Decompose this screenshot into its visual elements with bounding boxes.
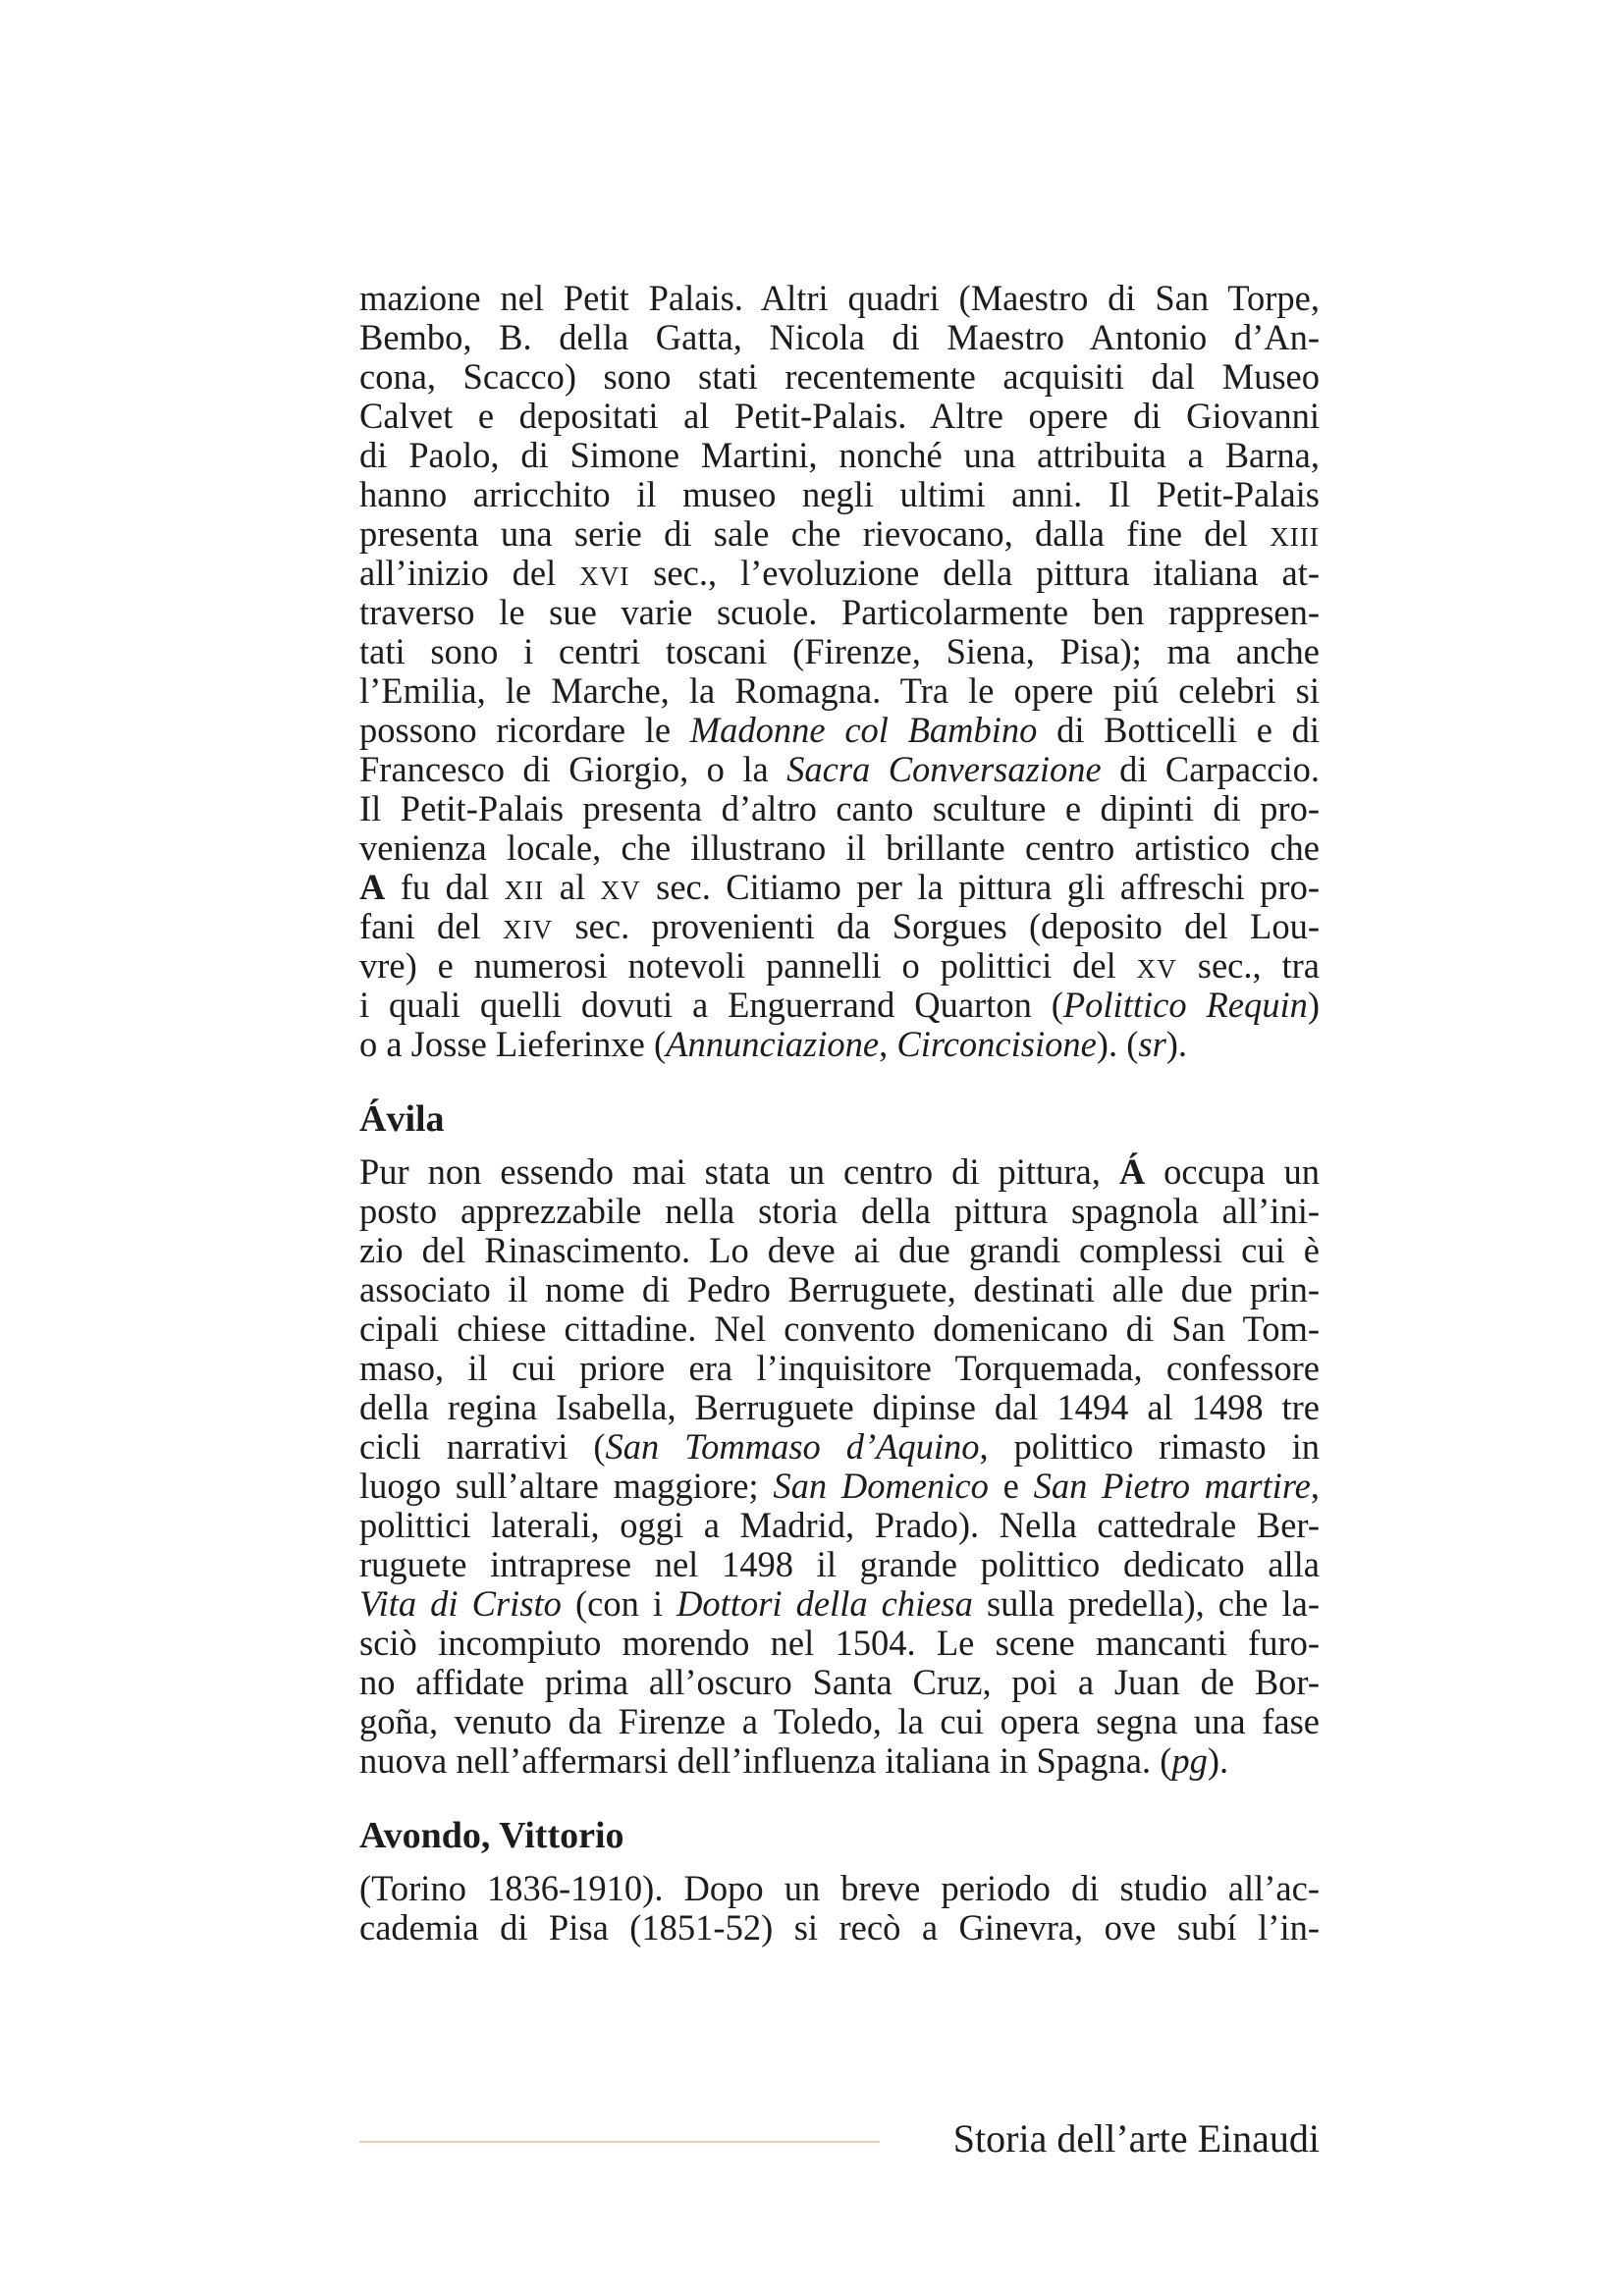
text-line: [359, 1702, 1320, 1741]
entry-heading-avondo: Avondo, Vittorio: [359, 1815, 624, 1856]
text-segment: XVI: [579, 561, 630, 591]
text-segment: Annunciazione: [666, 1024, 880, 1064]
entry-avila: [359, 1152, 1320, 1781]
entry-avignone-continuation: [359, 279, 1320, 1064]
text-segment: Il Petit-Palais presenta d’altro canto sculture e dipinti di pro-: [359, 788, 1320, 828]
text-line: [359, 1309, 1320, 1349]
text-segment: Calvet e depositati al Petit-Palais. Altre opere di Giovanni: [359, 396, 1320, 436]
text-line: [359, 632, 1320, 671]
text-line: [359, 868, 1320, 907]
text-segment: polittici laterali, oggi a Madrid, Prado). Nella cattedrale Ber-: [359, 1505, 1320, 1545]
text-segment: San Pietro martire: [1033, 1466, 1311, 1506]
text-segment: San Tommaso d’Aquino: [605, 1426, 980, 1467]
text-segment: della regina Isabella, Berruguete dipinse dal 1494 al 1498 tre: [359, 1387, 1320, 1427]
text-segment: XIV: [502, 915, 554, 944]
text-segment: (Torino 1836-1910). Dopo un breve periodo di studio all’ac-: [359, 1868, 1320, 1908]
text-segment: sec. provenienti da Sorgues (deposito del Lou-: [553, 906, 1320, 946]
text-segment: i quali quelli dovuti a Enguerrand Quarton (: [359, 985, 1063, 1025]
text-segment: Francesco di Giorgio, o la: [359, 749, 787, 789]
text-line: [359, 1908, 1320, 1948]
text-segment: Vita di Cristo: [359, 1583, 562, 1624]
text-segment: posto apprezzabile nella storia della pittura spagnola all’ini-: [359, 1191, 1320, 1231]
text-segment: ).: [1165, 1024, 1188, 1064]
text-segment: ): [1307, 985, 1320, 1025]
text-segment: Pur non essendo mai stata un centro di pittura,: [359, 1151, 1119, 1192]
text-line: [359, 475, 1320, 514]
text-segment: cademia di Pisa (1851-52) si recò a Ginevra, ove subí l’in-: [359, 1907, 1320, 1948]
text-segment: venienza locale, che illustrano il brillante centro artistico che: [359, 828, 1320, 868]
text-line: [359, 279, 1320, 318]
text-segment: e: [988, 1466, 1034, 1506]
text-line: [359, 1025, 1320, 1064]
text-segment: o a Josse Lieferinxe (: [359, 1024, 667, 1064]
text-segment: di Carpaccio.: [1101, 749, 1320, 789]
text-line: [359, 1388, 1320, 1427]
text-segment: maso, il cui priore era l’inquisitore Torquemada, confessore: [359, 1348, 1320, 1388]
text-segment: pg: [1171, 1740, 1208, 1781]
entry-heading-avila: Ávila: [359, 1098, 445, 1140]
text-segment: , polittico rimasto in: [979, 1426, 1320, 1467]
text-segment: sr: [1138, 1024, 1166, 1064]
text-line: [359, 750, 1320, 789]
text-segment: ruguete intraprese nel 1498 il grande polittico dedicato alla: [359, 1544, 1320, 1584]
text-line: [359, 357, 1320, 397]
text-segment: nuova nell’affermarsi dell’influenza italiana in Spagna. (: [359, 1740, 1172, 1781]
text-segment: l’Emilia, le Marche, la Romagna. Tra le opere piú celebri si: [359, 670, 1320, 711]
text-segment: Dottori della chiesa: [676, 1583, 973, 1624]
text-line: [359, 1584, 1320, 1624]
text-segment: Madonne col Bambino: [689, 710, 1038, 750]
text-segment: Sacra Conversazione: [786, 749, 1102, 789]
text-line: [359, 1869, 1320, 1908]
text-line: [359, 789, 1320, 828]
text-line: [359, 397, 1320, 436]
text-segment: fani del: [359, 906, 503, 946]
text-line: [359, 1152, 1320, 1192]
text-column: [359, 279, 1320, 1948]
text-line: [359, 946, 1320, 986]
text-segment: Circoncisione: [896, 1024, 1097, 1064]
text-segment: XV: [600, 876, 641, 905]
text-segment: fu dal: [385, 867, 505, 907]
text-line: [359, 1349, 1320, 1388]
text-segment: di Paolo, di Simone Martini, nonché una attribuita a Barna,: [359, 435, 1320, 475]
text-segment: all’inizio del: [359, 553, 580, 593]
text-segment: sec. Citiamo per la pittura gli affreschi pro-: [640, 867, 1320, 907]
text-segment: traverso le sue varie scuole. Particolarmente ben rappresen-: [359, 592, 1320, 632]
text-line: [359, 907, 1320, 946]
text-line: [359, 1467, 1320, 1506]
text-line: [359, 1624, 1320, 1663]
text-segment: XIII: [1270, 522, 1320, 552]
text-line: [359, 593, 1320, 632]
text-line: [359, 318, 1320, 357]
text-segment: presenta una serie di sale che rievocano, dalla fine del: [359, 513, 1271, 554]
text-segment: cicli narrativi (: [359, 1426, 606, 1467]
text-line: [359, 1506, 1320, 1545]
text-line: [359, 1192, 1320, 1231]
text-segment: goña, venuto da Firenze a Toledo, la cui opera segna una fase: [359, 1701, 1320, 1741]
text-segment: sec., tra: [1176, 945, 1320, 986]
text-segment: ). (: [1096, 1024, 1139, 1064]
text-segment: XV: [1136, 954, 1177, 984]
text-line: [359, 1663, 1320, 1702]
text-segment: Bembo, B. della Gatta, Nicola di Maestro Antonio d’An-: [359, 317, 1320, 357]
text-line: [359, 1545, 1320, 1584]
footer-title: Storia dell’arte Einaudi: [952, 2116, 1320, 2161]
text-segment: ).: [1207, 1740, 1229, 1781]
text-segment: ,: [1310, 1466, 1320, 1506]
text-segment: (con i: [561, 1583, 677, 1624]
text-segment: mazione nel Petit Palais. Altri quadri (Maestro di San Torpe,: [359, 278, 1320, 318]
text-segment: zio del Rinascimento. Lo deve ai due grandi complessi cui è: [359, 1230, 1320, 1270]
footer-rule: [359, 2141, 880, 2143]
text-line: [359, 554, 1320, 593]
text-line: [359, 1427, 1320, 1467]
text-line: [359, 1231, 1320, 1270]
text-segment: vre) e numerosi notevoli pannelli o polittici del: [359, 945, 1137, 986]
text-segment: no affidate prima all’oscuro Santa Cruz, poi a Juan de Bor-: [359, 1662, 1320, 1702]
text-line: [359, 711, 1320, 750]
text-segment: hanno arricchito il museo negli ultimi anni. Il Petit-Palais: [359, 474, 1320, 514]
text-segment: sulla predella), che la-: [972, 1583, 1321, 1624]
text-line: [359, 1270, 1320, 1309]
text-line: [359, 986, 1320, 1025]
text-segment: XII: [504, 876, 545, 905]
text-segment: associato il nome di Pedro Berruguete, destinati alle due prin-: [359, 1269, 1320, 1309]
text-segment: A: [359, 867, 386, 907]
text-line: [359, 436, 1320, 475]
text-segment: luogo sull’altare maggiore;: [359, 1466, 774, 1506]
text-segment: Polittico Requin: [1062, 985, 1308, 1025]
text-segment: ,: [879, 1024, 897, 1064]
text-segment: possono ricordare le: [359, 710, 690, 750]
text-segment: di Botticelli e di: [1037, 710, 1320, 750]
text-line: [359, 828, 1320, 868]
entry-avondo: [359, 1869, 1320, 1948]
text-segment: cona, Scacco) sono stati recentemente acquisiti dal Museo: [359, 356, 1320, 397]
text-segment: San Domenico: [773, 1466, 989, 1506]
text-segment: Á: [1118, 1151, 1146, 1192]
text-line: [359, 1741, 1320, 1781]
text-segment: cipali chiese cittadine. Nel convento domenicano di San Tom-: [359, 1308, 1320, 1349]
text-segment: al: [544, 867, 601, 907]
text-segment: sciò incompiuto morendo nel 1504. Le scene mancanti furo-: [359, 1623, 1320, 1663]
text-segment: tati sono i centri toscani (Firenze, Siena, Pisa); ma anche: [359, 631, 1320, 671]
text-segment: sec., l’evoluzione della pittura italiana at-: [629, 553, 1320, 593]
text-line: [359, 514, 1320, 554]
text-segment: occupa un: [1145, 1151, 1320, 1192]
text-line: [359, 671, 1320, 711]
